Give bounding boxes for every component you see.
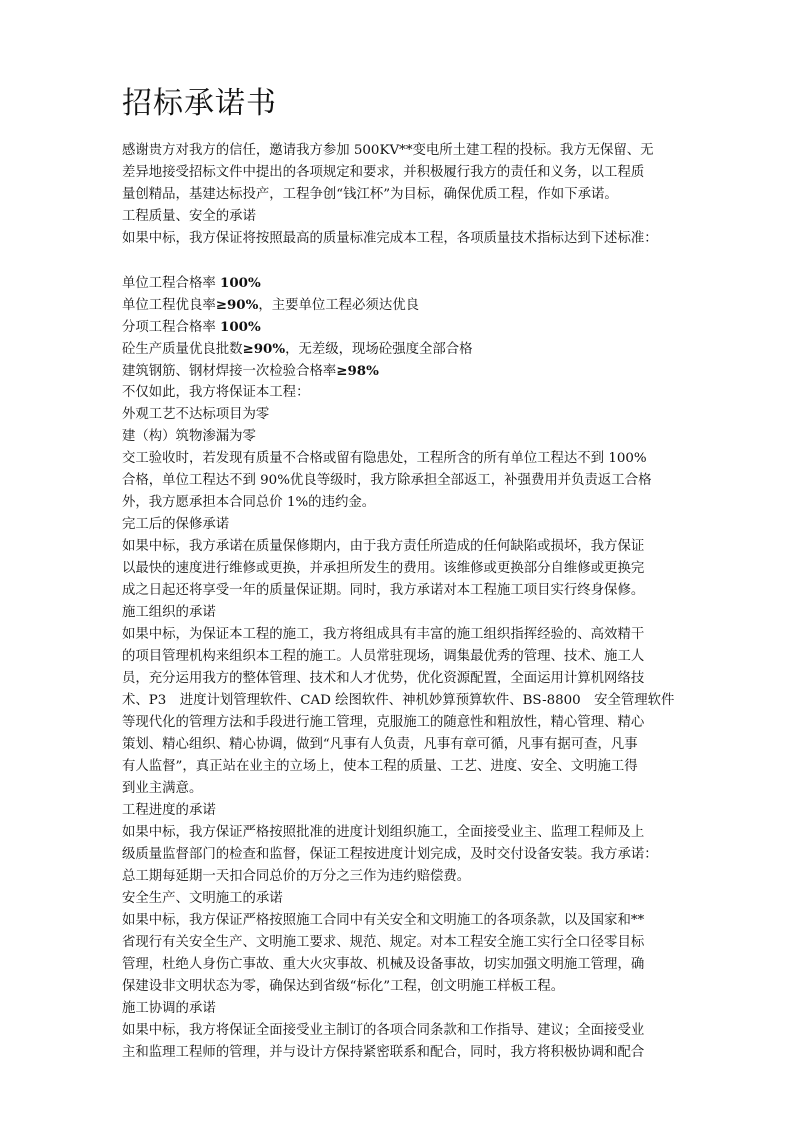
organization-line: 策划、精心组织、精心协调，做到“凡事有人负责，凡事有章可循，凡事有据可查，凡事: [122, 737, 638, 752]
quality-extra-line: 外，我方愿承担本合同总价 1%的违约金。: [122, 495, 376, 510]
schedule-line: 如果中标，我方保证严格按照批准的进度计划组织施工，全面接受业主、监理工程师及上: [122, 825, 645, 840]
quality-extra-line: 外观工艺不达标项目为零: [122, 407, 270, 422]
document-title: 招标承诺书: [122, 86, 277, 121]
schedule-line: 级质量监督部门的检查和监督，保证工程按进度计划完成，及时交付设备安装。我方承诺：: [122, 847, 658, 862]
section-heading-safety: 安全生产、文明施工的承诺: [122, 891, 283, 906]
safety-line: 如果中标，我方保证严格按照施工合同中有关安全和文明施工的各项条款，以及国家和**: [122, 913, 645, 928]
quality-lead: 如果中标，我方保证将按照最高的质量标准完成本工程，各项质量技术指标达到下述标准：: [122, 231, 658, 246]
warranty-line: 如果中标，我方承诺在质量保修期内，由于我方责任所造成的任何缺陷或损坏，我方保证: [122, 539, 645, 554]
safety-line: 保建设非文明状态为零，确保达到省级“标化”工程，创文明施工样板工程。: [122, 979, 565, 994]
intro-line: 差异地接受招标文件中提出的各项规定和要求，并积极履行我方的责任和义务，以工程质: [122, 165, 645, 180]
organization-line: 等现代化的管理方法和手段进行施工管理，克服施工的随意性和粗放性，精心管理、精心: [122, 715, 645, 730]
organization-line: 员，充分运用我方的整体管理、技术和人才优势，优化资源配置，全面运用计算机网络技: [122, 671, 645, 686]
section-heading-quality: 工程质量、安全的承诺: [122, 209, 256, 224]
organization-line: 的项目管理机构来组织本工程的施工。人员常驻现场，调集最优秀的管理、技术、施工人: [122, 649, 645, 664]
intro-line: 感谢贵方对我方的信任，邀请我方参加 500KV**变电所土建工程的投标。我方无保留、无: [122, 143, 654, 158]
quality-item: 单位工程优良率≥90%，主要单位工程必须达优良: [122, 297, 419, 313]
safety-line: 省现行有关安全生产、文明施工要求、规范、规定。对本工程安全施工实行全口径零目标: [122, 935, 645, 950]
organization-line: 术、P3 进度计划管理软件、CAD 绘图软件、神机妙算预算软件、BS-8800 安全管理软件: [122, 693, 675, 708]
quality-item: 分项工程合格率 100%: [122, 319, 261, 335]
organization-line: 到业主满意。: [122, 781, 203, 796]
schedule-line: 总工期每延期一天扣合同总价的万分之三作为违约赔偿费。: [122, 869, 471, 884]
quality-extra-line: 交工验收时，若发现有质量不合格或留有隐患处，工程所含的所有单位工程达不到 100%: [122, 451, 647, 466]
section-heading-coordination: 施工协调的承诺: [122, 1001, 216, 1016]
quality-extra-line: 不仅如此，我方将保证本工程：: [122, 385, 310, 400]
quality-extra-line: 合格，单位工程达不到 90%优良等级时，我方除承担全部返工，补强费用并负责返工合格: [122, 473, 652, 488]
section-heading-warranty: 完工后的保修承诺: [122, 517, 230, 532]
organization-line: 如果中标，为保证本工程的施工，我方将组成具有丰富的施工组织指挥经验的、高效精干: [122, 627, 645, 642]
quality-item: 建筑钢筋、钢材焊接一次检验合格率≥98%: [122, 363, 379, 379]
safety-line: 管理，杜绝人身伤亡事故、重大火灾事故、机械及设备事故，切实加强文明施工管理，确: [122, 957, 645, 972]
document-body: [122, 140, 682, 1064]
quality-extra-line: 建（构）筑物渗漏为零: [122, 429, 256, 444]
warranty-line: 成之日起还将享受一年的质量保证期。同时，我方承诺对本工程施工项目实行终身保修。: [122, 583, 645, 598]
blank-line: [122, 250, 682, 272]
quality-item: 单位工程合格率 100%: [122, 275, 261, 291]
warranty-line: 以最快的速度进行维修或更换，并承担所发生的费用。该维修或更换部分自维修或更换完: [122, 561, 645, 576]
section-heading-schedule: 工程进度的承诺: [122, 803, 216, 818]
section-heading-organization: 施工组织的承诺: [122, 605, 216, 620]
quality-item: 砼生产质量优良批数≥90%，无差级，现场砼强度全部合格: [122, 341, 473, 357]
coordination-line: 主和监理工程师的管理，并与设计方保持紧密联系和配合，同时，我方将积极协调和配合: [122, 1045, 645, 1060]
intro-line: 量创精品，基建达标投产，工程争创“钱江杯”为目标，确保优质工程，作如下承诺。: [122, 187, 618, 202]
organization-line: 有人监督”，真正站在业主的立场上，使本工程的质量、工艺、进度、安全、文明施工得: [122, 759, 638, 774]
coordination-line: 如果中标，我方将保证全面接受业主制订的各项合同条款和工作指导、建议；全面接受业: [122, 1023, 645, 1038]
